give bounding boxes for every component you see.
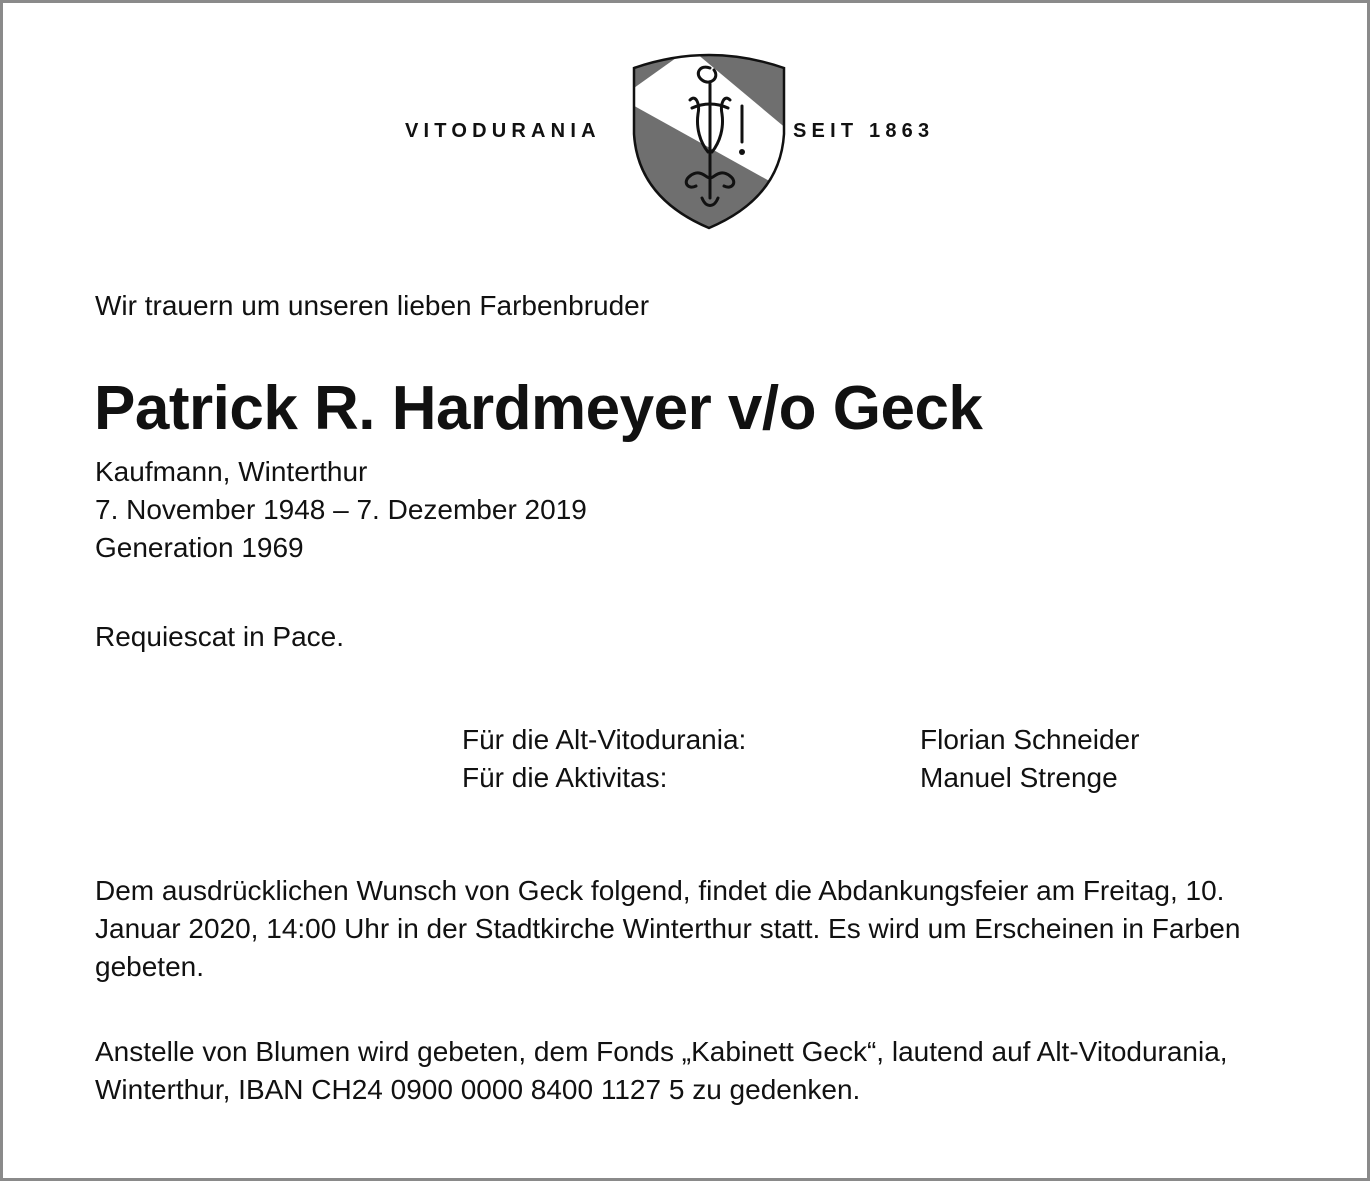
donation-paragraph: Anstelle von Blumen wird gebeten, dem Fonds „Kabinett Geck“, lautend auf Alt-Vitodurania, Winterthur, IBAN CH24 0900 0000 8400 1127 5 zu gedenken. [95, 1036, 1228, 1105]
deceased-details [95, 453, 587, 567]
signature-label-aktivitas: Für die Aktivitas: [462, 762, 668, 793]
generation-text: Generation 1969 [95, 532, 304, 563]
header-left-text: VITODURANIA [405, 120, 601, 142]
life-dates-text: 7. November 1948 – 7. Dezember 2019 [95, 494, 587, 525]
header-right-text: SEIT 1863 [793, 120, 935, 142]
signature-name-aktivitas: Manuel Strenge [920, 762, 1118, 793]
closing-text: Requiescat in Pace. [95, 621, 345, 652]
ceremony-paragraph: Dem ausdrücklichen Wunsch von Geck folgend, findet die Abdankungsfeier am Freitag, 10. Januar 2020, 14:00 Uhr in der Stadtkirche Winterthur statt. Es wird um Erscheinen in Farben gebeten. [95, 875, 1241, 982]
deceased-name: Patrick R. Hardmeyer v/o Geck [94, 374, 983, 443]
signature-name-alt: Florian Schneider [920, 724, 1140, 755]
intro-text: Wir trauern um unseren lieben Farbenbruder [95, 290, 650, 321]
fraternity-crest-shield-icon [630, 48, 788, 232]
signature-label-alt: Für die Alt-Vitodurania: [462, 724, 747, 755]
occupation-text: Kaufmann, Winterthur [95, 456, 368, 487]
